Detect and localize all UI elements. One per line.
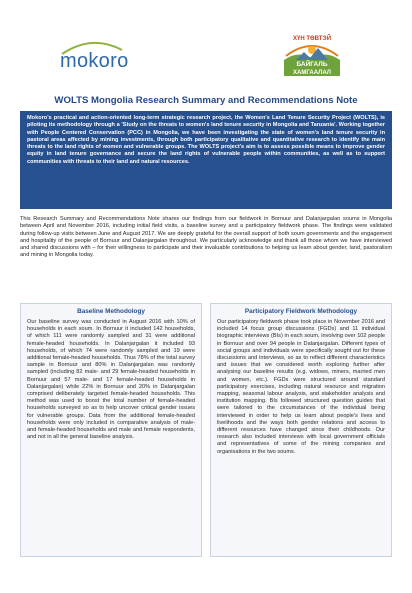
svg-text:БАЙГАЛЬ: БАЙГАЛЬ <box>296 61 328 68</box>
svg-text:ХҮН ТӨВТЭЙ: ХҮН ТӨВТЭЙ <box>292 36 332 42</box>
participatory-methodology-heading: Participatory Fieldwork Methodology <box>244 308 358 315</box>
mokoro-logo-text: mokoro <box>60 50 129 72</box>
baseline-methodology-heading: Baseline Methodology <box>77 308 145 315</box>
baseline-methodology-box <box>20 303 202 557</box>
participatory-methodology-text: Our participatory fieldwork phase took place in November 2016 and included 14 focus group discussions (FGDs) and 11 individual biographic interviews (BIs) in each soum, involving over 102 people in Bornuur and over 94 people in Dalanjargalan. Different types of social groups and individuals were specifically sought out for these discussions and interviews, so as to reflect different characteristics and issues that we considered worth exploring further after analysing our baseline results (e.g. widows, miners, married men and women, etc.). FGDs were structured around standard participatory exercises, including natural resource and migration mapping, seasonal labour analysis, and stakeholder analysis and institution mapping. BIs followed structured question guides that were tailored to the circumstances of the individual being interviewed in order to help us learn about people's lives and livelihoods and the ways both gender relations and access to different resources have changed since their childhoods. Our research also included interviews with local government officials and representatives of some of the mining companies and organisations in the two soums. <box>217 319 385 455</box>
intro-text: Mokoro's practical and action-oriented long-term strategic research project, the Women's Land Tenure Security Project (WOLTS), is piloting its methodology through a 'Study on the threats to women's land tenure security in Mongolia and Tanzania'. Working together with People Centered Conservation (PCC) in Mongolia, we have been investigating the state of women's land tenure security in pastoral areas affected by mining investments, through both participatory qualitative and quantitative research to identify the main threats to the land rights of women and vulnerable groups. The WOLTS project's aim is to assess possible means to improve gender equity in land tenure governance and secure the land rights of vulnerable people within communities, as well as to support communities with threats to their land and natural resources. <box>27 115 385 165</box>
summary-paragraph: This Research Summary and Recommendations Note shares our findings from our fieldwork in Bornuur and Dalanjargalan soums in Mongolia between April and November 2016, including initial field visits, a baseline survey and a participatory fieldwork phase. The findings were validated during follow-up visits between June and August 2017. We are deeply grateful for the overall support of both soum governments and the engagement and hospitality of the people of Bornuur and Dalanjargalan throughout. We particularly acknowledge and thank all those whom we have interviewed and shared discussions with – for their willingness to participate and their invaluable contributions to helping us learn about gender, land, pastoralism and mining in Mongolia today. <box>20 216 392 259</box>
baseline-methodology-text: Our baseline survey was conducted in August 2016 with 10% of households in each soum. In Bornuur it included 142 households, of which 111 were randomly sampled and 31 were additional female-headed households. In Dalanjargalan it included 93 households, of which 74 were randomly sampled and 19 were additional female-headed households. Thus 78% of the total survey sample in Bornuur and 80% in Dalanjargalan was randomly sampled (including 82 male- and 29 female-headed households in Bornuur and 57 male- and 17 female-headed households in Dalanjargalan) while 22% in Bornuur and 20% in Dalanjargalan comprised deliberately targeted female-headed households. This method was used to boost the total number of female-headed households surveyed so as to help uncover critical gender issues for vulnerable groups. Data from the additional female-headed households were only included in comparative analysis of male- and female-headed households and male and female respondents, and not in all the general baseline analysis. <box>27 319 195 441</box>
xun-tovshin-logo <box>282 30 342 78</box>
mokoro-logo <box>60 38 129 72</box>
svg-text:ХАМГААЛАЛ: ХАМГААЛАЛ <box>293 70 331 76</box>
page-title: WOLTS Mongolia Research Summary and Recommendations Note <box>54 95 358 106</box>
page-header <box>0 0 412 82</box>
participatory-methodology-box <box>210 303 392 557</box>
intro-box <box>20 111 392 209</box>
